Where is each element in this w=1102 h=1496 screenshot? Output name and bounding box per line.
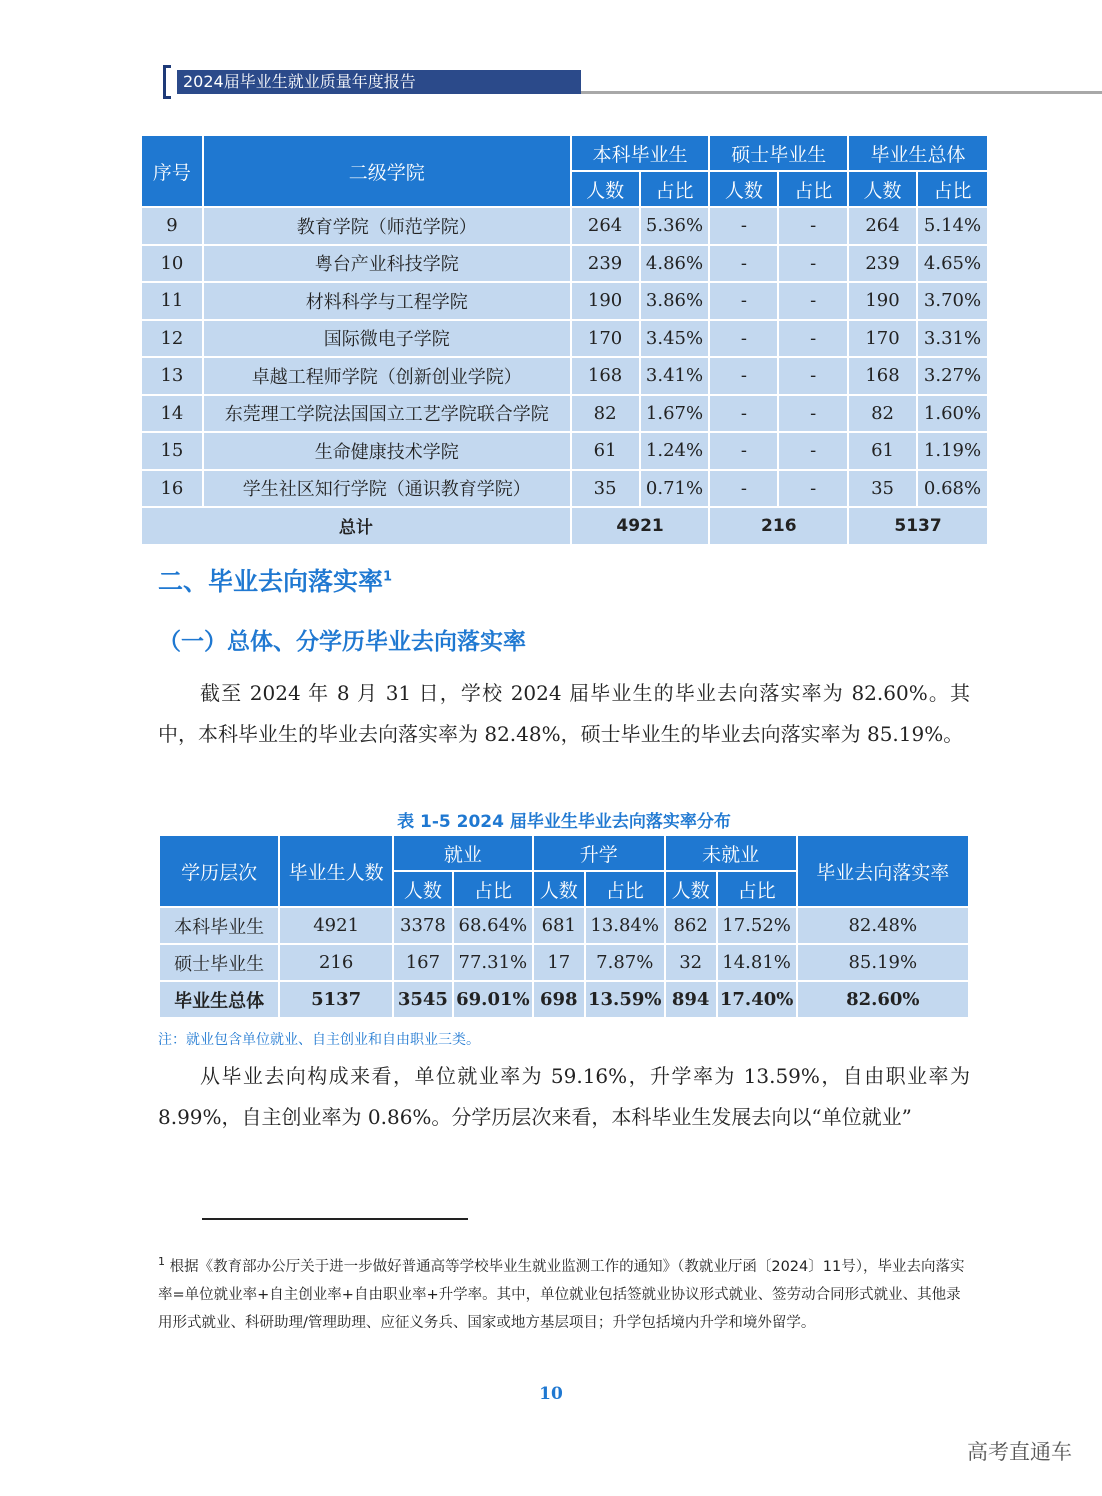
paragraph-2: 从毕业去向构成来看，单位就业率为 59.16%，升学率为 13.59%，自由职业率为 8.99%，自主创业率为 0.86%。分学历层次来看，本科毕业生发展去向以“单位就业” <box>158 1064 970 1129</box>
table-row <box>141 357 988 395</box>
table-cell: 卓越工程师学院（创新创业学院） <box>203 357 571 395</box>
table-row <box>141 245 988 283</box>
table-cell: 3.45% <box>640 320 710 358</box>
th-count: 人数 <box>665 871 717 907</box>
table-cell: 9 <box>141 207 203 245</box>
table-cell: 1.60% <box>917 395 988 433</box>
watermark: 高考直通车 <box>967 1440 1072 1464</box>
table-cell: 3.31% <box>917 320 988 358</box>
college-table <box>140 134 989 546</box>
table-cell: - <box>709 357 778 395</box>
total-label: 总计 <box>141 507 571 545</box>
table-cell: 681 <box>533 907 585 944</box>
header-rule <box>581 91 1102 94</box>
table-cell: - <box>778 245 848 283</box>
footnote-mark: 1 <box>158 1255 165 1268</box>
th-rate: 毕业去向落实率 <box>797 835 969 907</box>
table-cell: 4.65% <box>917 245 988 283</box>
th-ms: 硕士毕业生 <box>709 135 848 171</box>
table-cell: 粤台产业科技学院 <box>203 245 571 283</box>
table-cell: 14.81% <box>717 944 797 981</box>
table-cell: 12 <box>141 320 203 358</box>
th-ratio: 占比 <box>640 171 710 207</box>
table-cell: 190 <box>848 282 917 320</box>
table-cell: 4.86% <box>640 245 710 283</box>
table-row <box>141 470 988 508</box>
footnote-divider <box>202 1218 468 1220</box>
table-cell: 168 <box>848 357 917 395</box>
table-cell: 17.40% <box>717 981 797 1018</box>
table-cell: 239 <box>848 245 917 283</box>
table-cell: - <box>709 282 778 320</box>
table-cell: 77.31% <box>453 944 533 981</box>
table-cell: 13 <box>141 357 203 395</box>
table-cell: 14 <box>141 395 203 433</box>
table-note: 注：就业包含单位就业、自主创业和自由职业三类。 <box>158 1032 480 1048</box>
table-cell: - <box>709 320 778 358</box>
table-cell: 东莞理工学院法国国立工艺学院联合学院 <box>203 395 571 433</box>
table-cell: 698 <box>533 981 585 1018</box>
table-cell: 3.70% <box>917 282 988 320</box>
table-cell: 239 <box>571 245 640 283</box>
th-ratio: 占比 <box>585 871 665 907</box>
table-cell: 32 <box>665 944 717 981</box>
th-ratio: 占比 <box>717 871 797 907</box>
subsection-title: （一）总体、分学历毕业去向落实率 <box>158 629 526 655</box>
table-cell: 85.19% <box>797 944 969 981</box>
table-cell: 3378 <box>393 907 453 944</box>
table-cell: 3.86% <box>640 282 710 320</box>
table-cell: 毕业生总体 <box>159 981 279 1018</box>
table-cell: 170 <box>848 320 917 358</box>
table-cell: 3.27% <box>917 357 988 395</box>
table-row <box>141 320 988 358</box>
table-row <box>159 944 969 981</box>
table-cell: - <box>709 432 778 470</box>
table-cell: - <box>778 357 848 395</box>
table-cell: 61 <box>571 432 640 470</box>
table-cell: 82 <box>848 395 917 433</box>
header-bracket <box>163 65 171 99</box>
table-cell: 国际微电子学院 <box>203 320 571 358</box>
table-cell: - <box>778 282 848 320</box>
table-cell: 82.48% <box>797 907 969 944</box>
table-cell: - <box>709 470 778 508</box>
table-cell: 5137 <box>279 981 393 1018</box>
th-employed: 就业 <box>393 835 533 871</box>
page-header <box>163 65 968 99</box>
table-cell: 17.52% <box>717 907 797 944</box>
table-caption: 表 1-5 2024 届毕业生毕业去向落实率分布 <box>397 812 731 832</box>
th-no: 序号 <box>141 135 203 207</box>
total-ms: 216 <box>709 507 848 545</box>
th-count: 人数 <box>709 171 778 207</box>
table-cell: 10 <box>141 245 203 283</box>
table-cell: - <box>778 320 848 358</box>
section-title: 二、毕业去向落实率$^1$ <box>158 567 393 596</box>
table-cell: 7.87% <box>585 944 665 981</box>
table-cell: - <box>778 432 848 470</box>
table-cell: 1.19% <box>917 432 988 470</box>
table-cell: 264 <box>848 207 917 245</box>
total-ug: 4921 <box>571 507 710 545</box>
table-cell: - <box>709 245 778 283</box>
footnote-ref[interactable]: 1 <box>383 569 393 585</box>
table-row <box>159 981 969 1018</box>
footnote <box>158 1248 970 1337</box>
rate-table <box>158 834 970 1019</box>
table-cell: 61 <box>848 432 917 470</box>
table-cell: 167 <box>393 944 453 981</box>
table-cell: 4921 <box>279 907 393 944</box>
table-cell: 168 <box>571 357 640 395</box>
th-unemployed: 未就业 <box>665 835 797 871</box>
table-cell: 学生社区知行学院（通识教育学院） <box>203 470 571 508</box>
table-cell: 35 <box>848 470 917 508</box>
table-cell: 硕士毕业生 <box>159 944 279 981</box>
table-cell: 0.71% <box>640 470 710 508</box>
table-cell: 1.24% <box>640 432 710 470</box>
th-count: 人数 <box>393 871 453 907</box>
table-cell: 216 <box>279 944 393 981</box>
table-cell: 16 <box>141 470 203 508</box>
paragraph-1: 截至 2024 年 8 月 31 日，学校 2024 届毕业生的毕业去向落实率为 82.60%。其中，本科毕业生的毕业去向落实率为 82.48%，硕士毕业生的毕业去向落实率为 85.19%。 <box>158 681 970 746</box>
page-number: 10 <box>539 1384 563 1404</box>
total-all: 5137 <box>848 507 988 545</box>
table-cell: 5.14% <box>917 207 988 245</box>
footnote-text: 根据《教育部办公厅关于进一步做好普通高等学校毕业生就业监测工作的通知》（教就业厅函〔2024〕11号），毕业去向落实率=单位就业率+自主创业率+自由职业率+升学率。其中，单位就业包括签就业协议形式就业、签劳动合同形式就业、其他录用形式就业、科研助理/管理助理、应征义务兵、国家或地方基层项目；升学包括境内升学和境外留学。 <box>158 1258 965 1331</box>
table-cell: 190 <box>571 282 640 320</box>
table-cell: 生命健康技术学院 <box>203 432 571 470</box>
table-cell: 本科毕业生 <box>159 907 279 944</box>
th-all: 毕业生总体 <box>848 135 988 171</box>
table-cell: - <box>778 470 848 508</box>
table-cell: 材料科学与工程学院 <box>203 282 571 320</box>
th-ratio: 占比 <box>778 171 848 207</box>
table-row <box>141 282 988 320</box>
table-cell: 15 <box>141 432 203 470</box>
th-further: 升学 <box>533 835 665 871</box>
header-title: 2024届毕业生就业质量年度报告 <box>177 70 581 94</box>
table-cell: 862 <box>665 907 717 944</box>
th-ratio: 占比 <box>453 871 533 907</box>
table-cell: 170 <box>571 320 640 358</box>
table-row <box>159 907 969 944</box>
th-college: 二级学院 <box>203 135 571 207</box>
table-cell: 82 <box>571 395 640 433</box>
table-cell: 1.67% <box>640 395 710 433</box>
table-cell: 教育学院（师范学院） <box>203 207 571 245</box>
table-cell: 11 <box>141 282 203 320</box>
table-cell: 82.60% <box>797 981 969 1018</box>
th-count: 人数 <box>848 171 917 207</box>
th-ratio: 占比 <box>917 171 988 207</box>
table-cell: 3.41% <box>640 357 710 395</box>
table-cell: 68.64% <box>453 907 533 944</box>
table-row <box>141 432 988 470</box>
table-cell: 894 <box>665 981 717 1018</box>
table-cell: - <box>709 207 778 245</box>
table-cell: 17 <box>533 944 585 981</box>
table-cell: 35 <box>571 470 640 508</box>
table-cell: - <box>709 395 778 433</box>
table-cell: 5.36% <box>640 207 710 245</box>
th-count: 人数 <box>533 871 585 907</box>
th-grads: 毕业生人数 <box>279 835 393 907</box>
table-cell: 264 <box>571 207 640 245</box>
th-count: 人数 <box>571 171 640 207</box>
table-cell: 3545 <box>393 981 453 1018</box>
table-cell: 69.01% <box>453 981 533 1018</box>
table-cell: 0.68% <box>917 470 988 508</box>
table-cell: 13.59% <box>585 981 665 1018</box>
table-row <box>141 395 988 433</box>
th-level: 学历层次 <box>159 835 279 907</box>
table-cell: - <box>778 207 848 245</box>
th-ug: 本科毕业生 <box>571 135 710 171</box>
table-cell: 13.84% <box>585 907 665 944</box>
table-cell: - <box>778 395 848 433</box>
table-row <box>141 207 988 245</box>
